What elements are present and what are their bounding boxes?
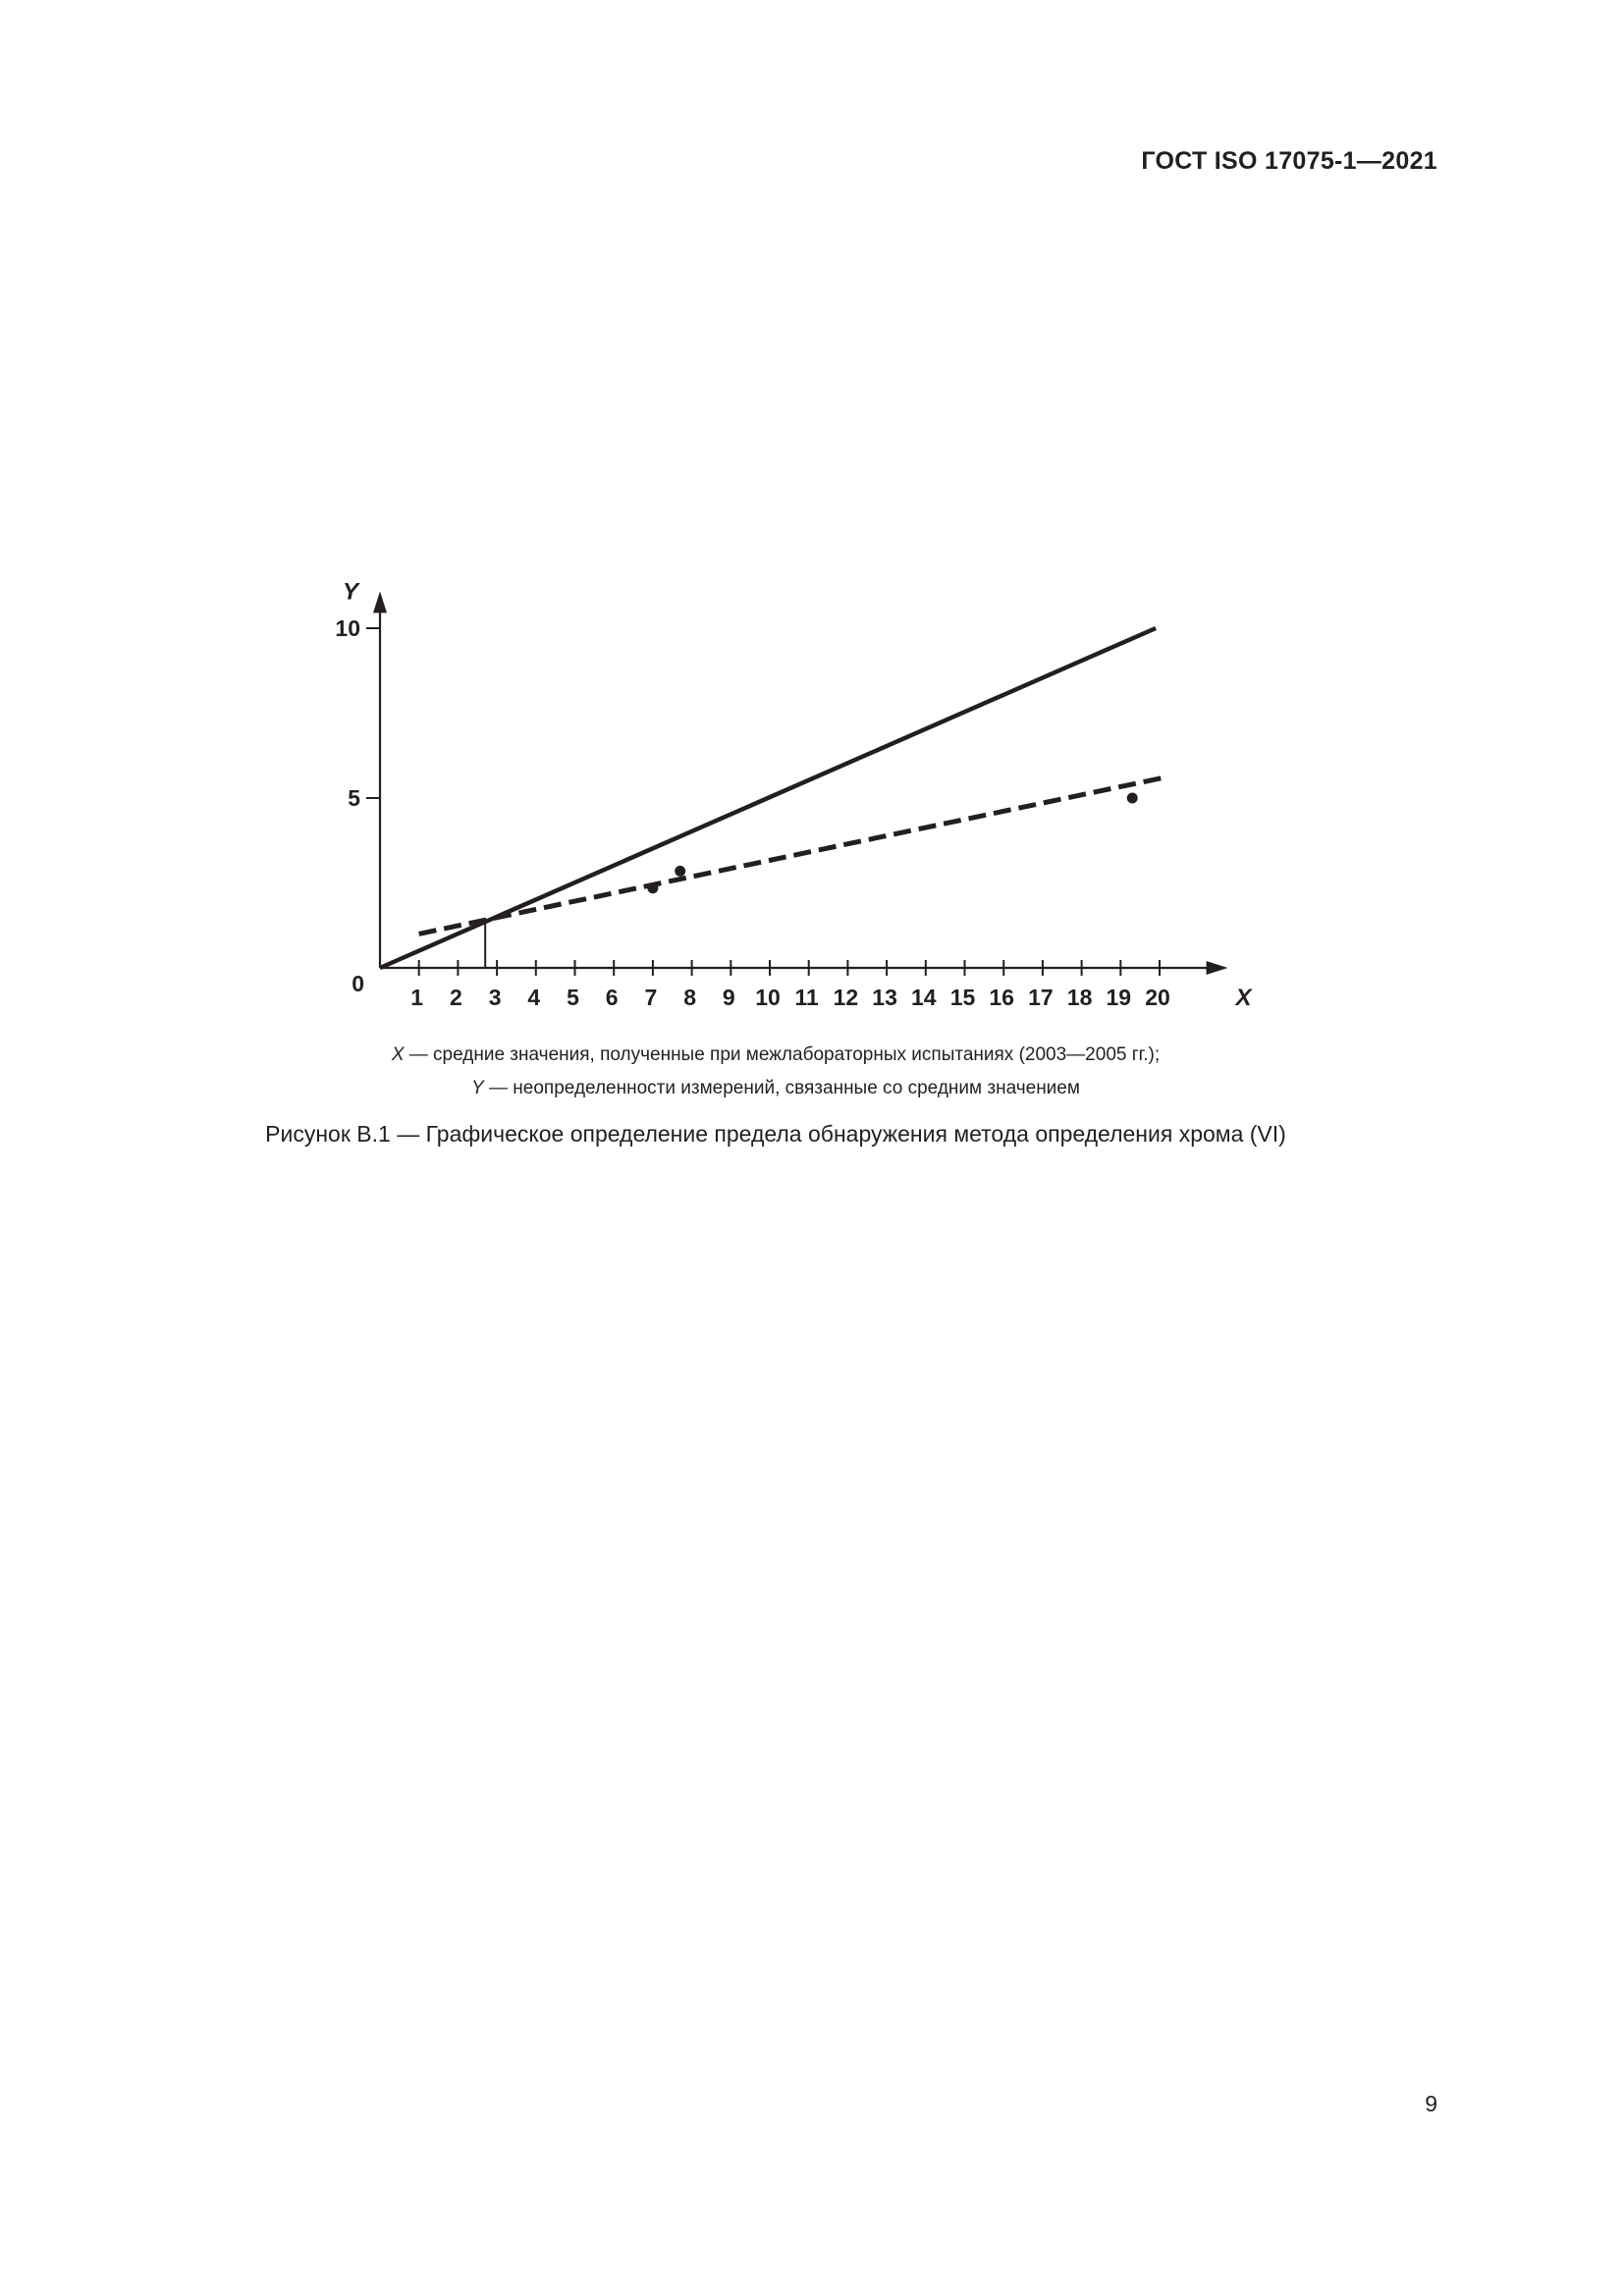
- y-tick-label: 10: [335, 615, 360, 641]
- legend-x-text: — средние значения, полученные при межлабораторных испытаниях (2003—2005 гг.);: [404, 1044, 1161, 1065]
- x-axis-arrow: [1207, 961, 1228, 975]
- x-axis-label: X: [1235, 985, 1252, 1011]
- x-tick-label: 1: [410, 985, 424, 1010]
- y-axis-label: Y: [342, 578, 359, 606]
- x-tick-label: 5: [567, 985, 579, 1010]
- x-tick-label: 2: [450, 985, 462, 1010]
- x-tick-label: 8: [683, 985, 696, 1010]
- y-axis-arrow: [373, 591, 387, 613]
- legend-y: [0, 1078, 1551, 1099]
- x-tick-label: 7: [644, 985, 658, 1010]
- page-number: 9: [1425, 2091, 1437, 2116]
- x-tick-label: 16: [989, 985, 1014, 1010]
- data-point: [647, 882, 658, 893]
- x-tick-label: 13: [872, 985, 897, 1010]
- x-tick-label: 20: [1145, 985, 1170, 1010]
- legend-y-text: — неопределенности измерений, связанные со средним значением: [483, 1078, 1080, 1098]
- x-tick-label: 12: [833, 985, 859, 1010]
- document-header: ГОСТ ISO 17075-1—2021: [1141, 147, 1437, 175]
- legend-y-symbol: Y: [471, 1078, 484, 1098]
- origin-label: 0: [352, 971, 364, 996]
- x-tick-label: 18: [1066, 985, 1093, 1010]
- chart-series: [380, 628, 1164, 968]
- x-tick-label: 4: [527, 985, 541, 1010]
- chart-points: [647, 793, 1137, 894]
- y-tick-label: 5: [348, 785, 360, 811]
- x-tick-label: 19: [1106, 985, 1132, 1010]
- x-tick-label: 9: [722, 985, 735, 1010]
- x-tick-label: 6: [605, 985, 619, 1010]
- x-tick-label: 10: [755, 985, 781, 1010]
- data-point: [675, 866, 685, 877]
- x-tick-label: 17: [1028, 985, 1054, 1010]
- figure-caption: Рисунок В.1 — Графическое определение предела обнаружения метода определения хрома (VI): [265, 1121, 1286, 1147]
- legend-x: [0, 1044, 1551, 1066]
- x-tick-label: 11: [794, 985, 819, 1010]
- x-tick-label: 14: [911, 985, 937, 1010]
- data-point: [1127, 793, 1138, 804]
- chart: [0, 0, 1624, 1041]
- x-tick-label: 15: [949, 985, 976, 1010]
- series-dashed-regression: [419, 777, 1164, 934]
- legend-x-symbol: X: [391, 1044, 405, 1065]
- x-tick-label: 3: [488, 985, 502, 1010]
